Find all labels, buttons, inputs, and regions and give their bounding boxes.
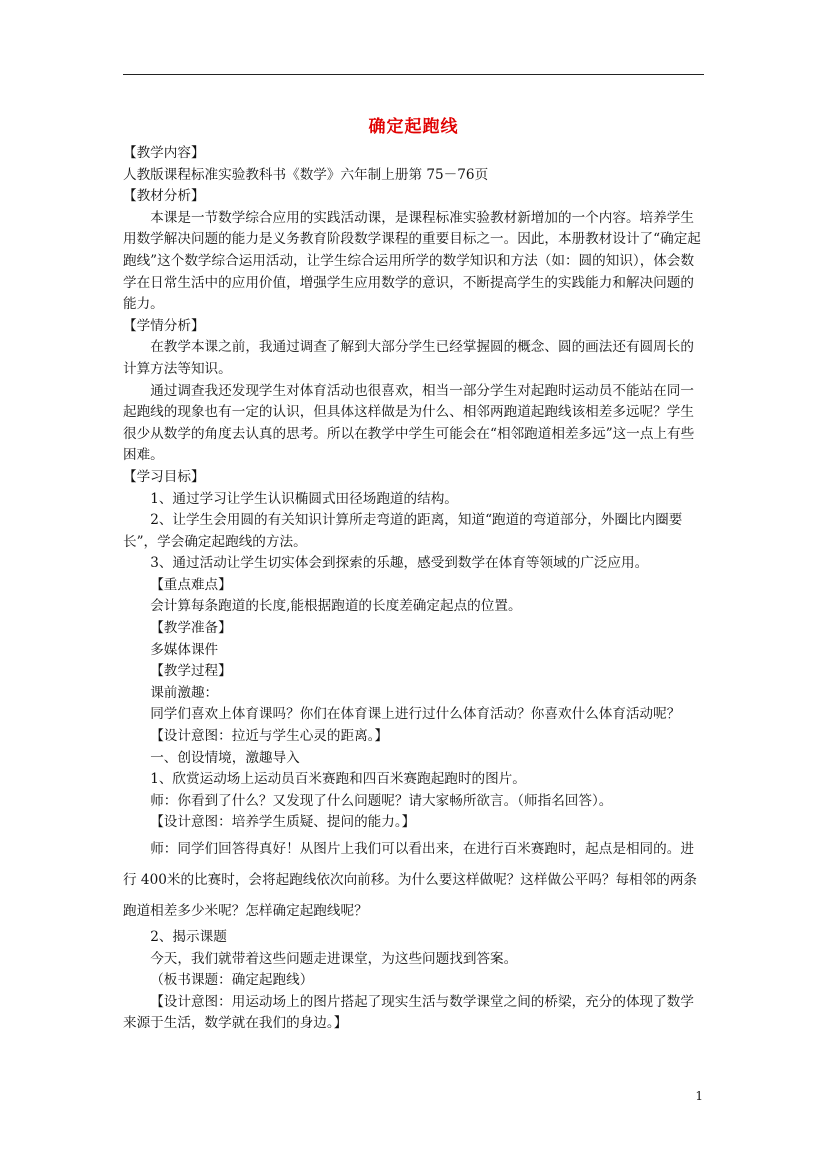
paragraph: 【教材分析】 — [123, 188, 205, 205]
paragraph: 人教版课程标准实验教科书《数学》六年制上册第 75－76页 — [123, 166, 489, 183]
paragraph: 多媒体课件 — [150, 641, 219, 658]
paragraph: 今天，我们就带着这些问题走进课堂，为这些问题找到答案。 — [150, 950, 518, 967]
paragraph: 一、创设情境，激趣导入 — [150, 749, 300, 766]
paragraph: 2、揭示课题 — [150, 929, 227, 945]
paragraph: 1、欣赏运动场上运动员百米赛跑和四百米赛跑起跑时的图片。 — [150, 771, 526, 788]
paragraph: 本课是一节数学综合应用的实践活动课，是课程标准实验教材新增加的一个内容。培养学生用数学解决问题的能力是义务教育阶段数学课程的重要目标之一。因此，本册教材设计了“确定起跑线”这个数学综合运用活动，让学生综合运用所学的数学知识和方法（如：圆的知识），体会数学在日常生活中的应用价值，增强学生应用数学的意识，不断提高学生的实践能力和解决问题的能力。 — [123, 209, 701, 313]
document-body — [123, 143, 707, 1035]
header-rule — [123, 74, 704, 75]
paragraph: 【设计意图：用运动场上的图片搭起了现实生活与数学课堂之间的桥梁，充分的体现了数学来源于生活，数学就在我们的身边。】 — [123, 993, 694, 1032]
paragraph: （板书课题：确定起跑线） — [150, 972, 314, 989]
paragraph: 在教学本课之前，我通过调查了解到大部分学生已经掌握圆的概念、圆的画法还有圆周长的计算方法等知识。 — [123, 339, 694, 377]
paragraph: 【学情分析】 — [123, 317, 205, 334]
paragraph: 【设计意图：拉近与学生心灵的距离。】 — [150, 728, 389, 745]
paragraph: 3、通过活动让学生切实体会到探索的乐趣，感受到数学在体育等领域的广泛应用。 — [150, 555, 649, 572]
document-title: 确定起跑线 — [368, 117, 459, 137]
paragraph: 【教学内容】 — [123, 145, 205, 161]
paragraph: 【设计意图：培养学生质疑、提问的能力。】 — [150, 814, 416, 831]
paragraph: 2、让学生会用圆的有关知识计算所走弯道的距离，知道“跑道的弯道部分，外圈比内圈要长”，学会确定起跑线的方法。 — [123, 512, 683, 550]
paragraph: 会计算每条跑道的长度,能根据跑道的长度差确定起点的位置。 — [150, 598, 522, 615]
paragraph: 师：你看到了什么？又发现了什么问题呢？请大家畅所欲言。（师指名回答）。 — [150, 792, 613, 809]
paragraph: 课前激趣： — [150, 684, 219, 701]
paragraph: 1、通过学习让学生认识椭圆式田径场跑道的结构。 — [150, 490, 458, 507]
page-number: 1 — [695, 1089, 703, 1103]
paragraph: 同学们喜欢上体育课吗？你们在体育课上进行过什么体育活动？你喜欢什么体育活动呢？ — [150, 706, 681, 723]
paragraph: 【教学准备】 — [150, 620, 232, 637]
paragraph: 通过调查我还发现学生对体育活动也很喜欢，相当一部分学生对起跑时运动员不能站在同一起跑线的现象也有一定的认识，但具体这样做是为什么、相邻两跑道起跑线该相差多远呢？学生很少从数学的角度去认真的思考。所以在教学中学生可能会在“相邻跑道相差多远”这一点上有些困难。 — [123, 382, 695, 464]
paragraph: 【教学过程】 — [150, 663, 232, 680]
paragraph: 【重点难点】 — [150, 576, 232, 593]
paragraph: 师：同学们回答得真好！从图片上我们可以看出来，在进行百米赛跑时，起点是相同的。进行 400米的比赛时，会将起跑线依次向前移。为什么要这样做呢？这样做公平吗？每相邻的两条跑道相差多少米呢？怎样确定起跑线呢？ — [123, 841, 698, 919]
paragraph: 【学习目标】 — [123, 468, 205, 485]
